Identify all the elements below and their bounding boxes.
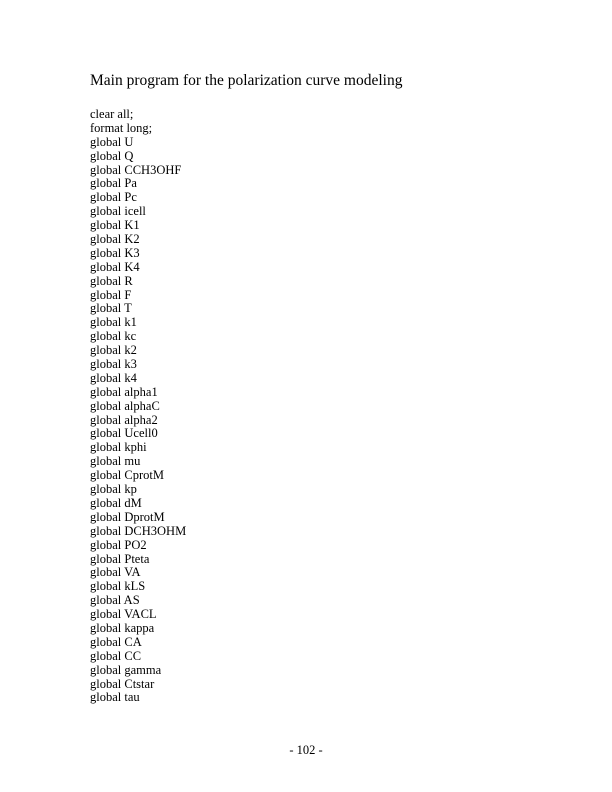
code-line: global VA [90, 565, 141, 580]
code-line: global U [90, 134, 134, 149]
code-line: clear all; [90, 107, 134, 121]
code-line: global kphi [90, 440, 147, 455]
code-line: global kp [90, 482, 137, 497]
code-line: global R [90, 273, 133, 288]
code-line: global K4 [90, 259, 140, 274]
code-line: global T [90, 301, 132, 316]
code-line: global AS [90, 593, 140, 608]
code-line: global k1 [90, 315, 137, 330]
code-line: global kc [90, 329, 137, 344]
code-line: format long; [90, 120, 153, 135]
code-line: global kLS [90, 579, 146, 594]
code-line: global alpha2 [90, 412, 158, 427]
code-line: global alphaC [90, 398, 160, 413]
code-line: global k2 [90, 343, 137, 358]
code-line: global DCH3OHM [90, 523, 187, 538]
code-line: global K2 [90, 232, 140, 247]
code-line: global icell [90, 204, 146, 219]
code-line: global CC [90, 648, 142, 663]
code-line: global Pteta [90, 551, 150, 566]
code-line: global dM [90, 495, 142, 510]
code-line: global CCH3OHF [90, 162, 182, 177]
code-line: global tau [90, 690, 140, 705]
code-line: global kappa [90, 620, 155, 635]
code-line: global Q [90, 148, 134, 163]
section-heading: Main program for the polarization curve modeling [90, 72, 403, 89]
code-line: global alpha1 [90, 384, 158, 399]
code-line: global VACL [90, 607, 157, 622]
code-line: global mu [90, 454, 141, 469]
code-line: global K1 [90, 218, 140, 233]
code-line: global DprotM [90, 509, 165, 524]
code-line: global K3 [90, 245, 140, 260]
code-line: global gamma [90, 662, 162, 677]
code-line: global Ctstar [90, 676, 155, 691]
code-line: global k3 [90, 357, 137, 372]
code-line: global CprotM [90, 468, 164, 483]
code-line: global CA [90, 634, 142, 649]
code-line: global Pa [90, 176, 137, 191]
code-line: global Pc [90, 190, 137, 205]
code-line: global F [90, 287, 132, 302]
code-line: global PO2 [90, 537, 147, 552]
code-listing [90, 108, 186, 705]
code-line: global k4 [90, 370, 137, 385]
page-number: - 102 - [289, 743, 323, 757]
code-line: global Ucell0 [90, 426, 158, 441]
